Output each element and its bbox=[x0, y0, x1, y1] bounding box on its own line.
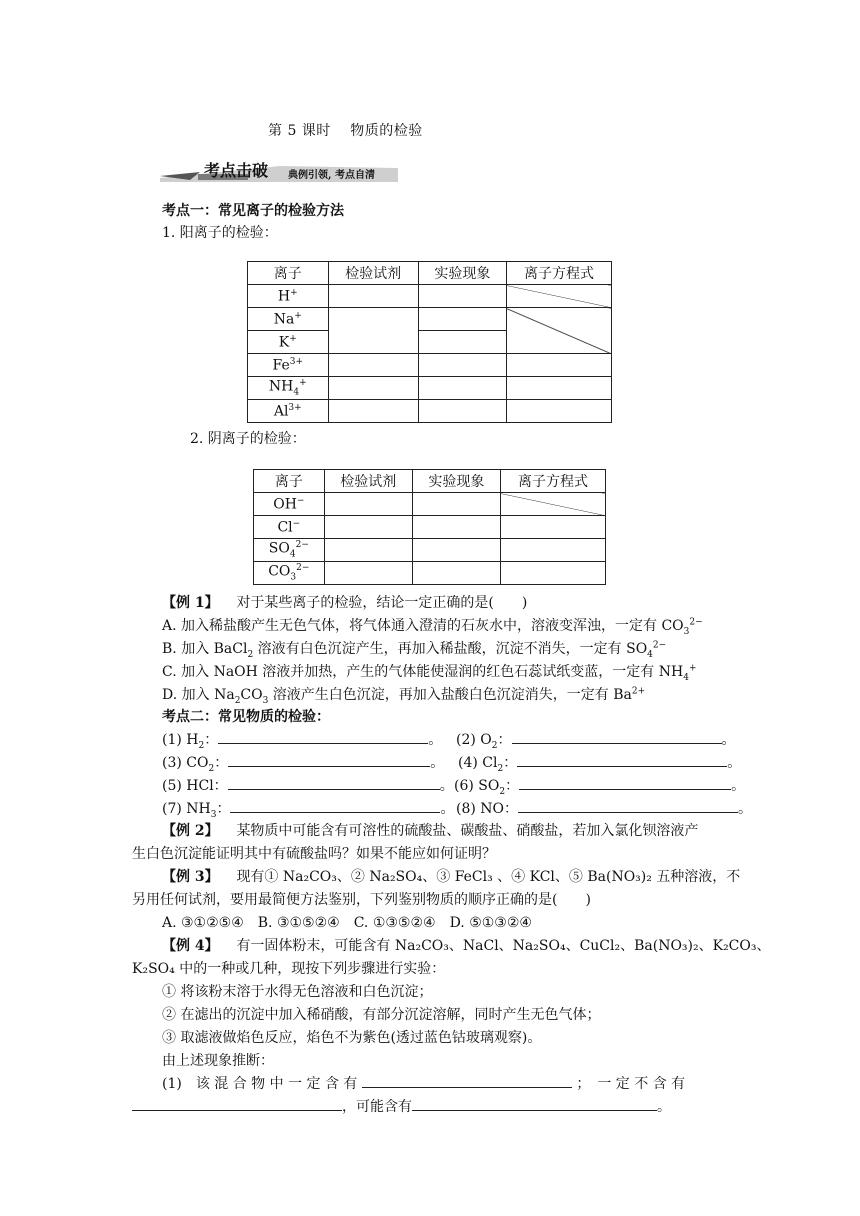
anion-label: 2. 阴离子的检验： bbox=[190, 431, 306, 447]
diagonal-cell bbox=[506, 308, 611, 354]
anion-table bbox=[253, 469, 606, 585]
col-phenomenon: 实验现象 bbox=[418, 262, 506, 285]
item-nh3: (7) $NH_3$： 。 bbox=[162, 798, 454, 820]
ion-nh4: $NH_4^+$ bbox=[248, 377, 329, 400]
ion-h: H+ bbox=[248, 285, 329, 308]
example3-options: A. ③①②⑤④ B. ③①⑤②④ C. ①③⑤②④ D. ⑤①③②④ bbox=[162, 915, 532, 931]
example2-line2: 生白色沉淀能证明其中有硫酸盐吗？如果不能应如何证明？ bbox=[132, 846, 496, 862]
cation-label: 1. 阳离子的检验： bbox=[162, 225, 278, 241]
example4-q1-line1 bbox=[162, 1073, 685, 1093]
col-reagent: 检验试剂 bbox=[324, 470, 412, 493]
example-label: 【例 3】 bbox=[162, 869, 219, 885]
example4-line2: K₂SO₄ 中的一种或几种，现按下列步骤进行实验： bbox=[132, 961, 446, 977]
item-h2: (1) $H_2$： 。 bbox=[162, 729, 442, 751]
example3-line2: 另用任何试剂，要用最简便方法鉴别，下列鉴别物质的顺序正确的是( ) bbox=[132, 892, 591, 908]
col-ion: 离子 bbox=[254, 470, 325, 493]
example1-option-d bbox=[162, 684, 645, 706]
example4-step2: ② 在滤出的沉淀中加入稀硝酸，有部分沉淀溶解，同时产生无色气体； bbox=[162, 1007, 601, 1023]
banner-title: 考点击破 bbox=[204, 161, 269, 180]
option-text: A. 加入稀盐酸产生无色气体，将气体通入澄清的石灰水中，溶液变浑浊，一定有 CO bbox=[162, 618, 684, 634]
item-cl2: (4) $Cl_2$： 。 bbox=[458, 752, 741, 774]
option-text: D. 加入 $Na_2CO_3$ 溶液产生白色沉淀，再加入盐酸白色沉淀消失，一定有 $Ba^{2+}$ bbox=[162, 686, 646, 706]
item-o2: (2) $O_2$： 。 bbox=[456, 729, 736, 751]
item-label: (8) NO： bbox=[456, 801, 519, 817]
example3-line1 bbox=[162, 866, 740, 886]
example2-line1 bbox=[162, 820, 698, 840]
col-ion: 离子 bbox=[248, 262, 329, 285]
ion-k: K+ bbox=[248, 331, 329, 354]
banner-subtitle: 典例引领, 考点自清 bbox=[288, 170, 375, 181]
example4-line1 bbox=[162, 935, 771, 955]
option-text: B. 加入 BaCl$_2$ 溶液有白色沉淀产生，再加入稀盐酸，沉淀不消失，一定有 $SO_4^{2-}$ bbox=[162, 640, 667, 660]
item-so2: (6) $SO_2$： 。 bbox=[454, 775, 745, 797]
example-label: 【例 4】 bbox=[162, 938, 219, 954]
example-text: 现有① Na₂CO₃、② Na₂SO₄、③ FeCl₃ 、④ KCl、⑤ Ba(NO₃)₂ 五种溶液，不 bbox=[236, 869, 741, 885]
ion-cl: Cl− bbox=[254, 516, 325, 539]
answer-blank[interactable] bbox=[132, 1096, 342, 1111]
ion-na: Na+ bbox=[248, 308, 329, 331]
section2-heading: 考点二：常见物质的检验： bbox=[162, 709, 330, 725]
answer-blank[interactable] bbox=[362, 1073, 572, 1088]
example1-option-b bbox=[162, 638, 666, 660]
option-text: C. 加入 NaOH 溶液并加热，产生的气体能使湿润的红色石蕊试纸变蓝，一定有 NH bbox=[162, 664, 684, 680]
question-text: ； 一 定 不 含 有 bbox=[576, 1076, 686, 1092]
example-text: 某物质中可能含有可溶性的硫酸盐、碳酸盐、硝酸盐，若加入氯化钡溶液产 bbox=[236, 823, 699, 839]
diagonal-cell bbox=[506, 285, 611, 308]
question-text: (1) 该 混 合 物 中 一 定 含 有 bbox=[162, 1076, 358, 1092]
col-reagent: 检验试剂 bbox=[328, 262, 418, 285]
ion-al: $Al^{3+}$ bbox=[248, 400, 329, 423]
item-co2: (3) $CO_2$： 。 bbox=[162, 752, 444, 774]
example4-step1: ① 将该粉末溶于水得无色溶液和白色沉淀； bbox=[162, 984, 433, 1000]
diagonal-cell bbox=[500, 493, 605, 516]
item-no: (8) NO： 。 bbox=[456, 798, 752, 818]
example1-option-a: A. 加入稀盐酸产生无色气体，将气体通入澄清的石灰水中，溶液变浑浊，一定有 $CO_3^{2-}$ bbox=[162, 617, 703, 637]
ion-fe: $Fe^{3+}$ bbox=[248, 354, 329, 377]
item-label: (5) HCl： bbox=[162, 778, 228, 794]
example-label: 【例 1】 bbox=[162, 595, 219, 611]
example4-step3: ③ 取滤液做焰色反应，焰色不为紫色(透过蓝色钴玻璃观察)。 bbox=[162, 1030, 542, 1046]
col-equation: 离子方程式 bbox=[500, 470, 605, 493]
example4-infer: 由上述现象推断： bbox=[162, 1053, 274, 1069]
example-label: 【例 2】 bbox=[162, 823, 219, 839]
example-text: 有一固体粉末，可能含有 Na₂CO₃、NaCl、Na₂SO₄、CuCl₂、Ba(NO₃)₂、K₂CO₃、 bbox=[236, 938, 771, 954]
item-hcl: (5) HCl： 。 bbox=[162, 775, 454, 795]
section1-heading: 考点一：常见离子的检验方法 bbox=[162, 203, 344, 219]
ion-so4: $SO_4^{2-}$ bbox=[254, 539, 325, 562]
example1-option-c: C. 加入 NaOH 溶液并加热，产生的气体能使湿润的红色石蕊试纸变蓝，一定有 $NH_4^+$ bbox=[162, 663, 697, 683]
col-equation: 离子方程式 bbox=[506, 262, 611, 285]
question-text: ，可能含有 bbox=[342, 1099, 412, 1115]
ion-oh: OH− bbox=[254, 493, 325, 516]
section-banner bbox=[160, 156, 398, 184]
cation-table bbox=[247, 261, 612, 423]
example4-q1-line2: ，可能含有 。 bbox=[132, 1096, 671, 1116]
col-phenomenon: 实验现象 bbox=[412, 470, 500, 493]
ion-co3: $CO_3^{2-}$ bbox=[254, 562, 325, 585]
example1-stem bbox=[162, 592, 527, 612]
page-title: 第 5 课时 物质的检验 bbox=[268, 123, 423, 139]
answer-blank[interactable] bbox=[412, 1096, 657, 1111]
example-stem-text: 对于某些离子的检验，结论一定正确的是( ) bbox=[236, 595, 528, 611]
